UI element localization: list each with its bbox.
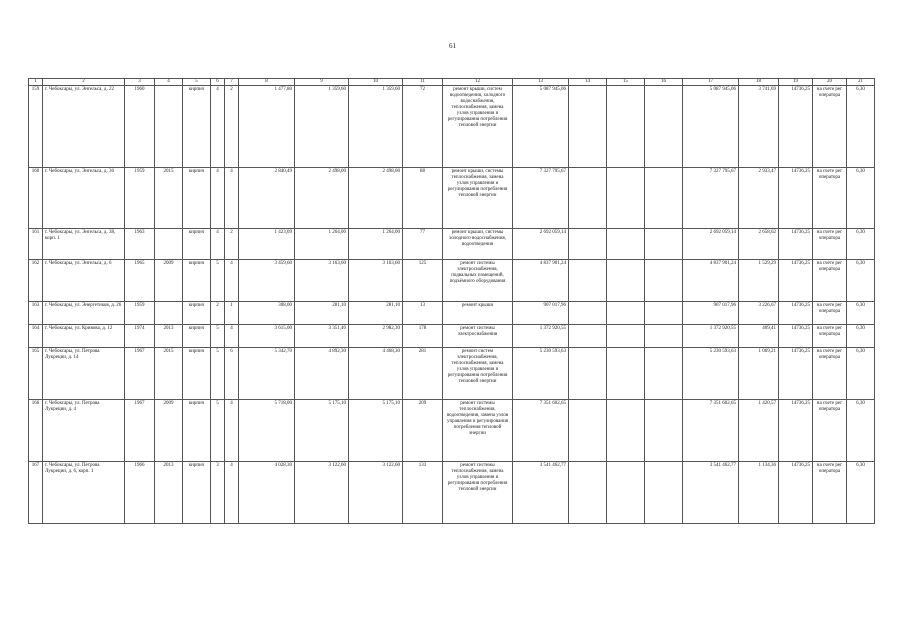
max-cost-cell: 14736,25 <box>779 302 813 325</box>
fund-method-cell: на счете рег оператора <box>813 302 847 325</box>
empty-cell <box>607 168 645 229</box>
year-built-cell: 1966 <box>125 462 155 524</box>
floors-cell: 3 <box>211 462 225 524</box>
year-built-cell: 1967 <box>125 400 155 462</box>
table-row <box>29 400 875 462</box>
year-repair-cell: 2013 <box>155 462 183 524</box>
residents-cell: 72 <box>403 86 443 168</box>
empty-cell <box>569 229 607 260</box>
empty-cell <box>645 462 683 524</box>
row-number-cell: 165 <box>29 348 43 400</box>
premises-area-cell: 5 175,10 <box>295 400 349 462</box>
address-cell: г. Чебоксары, ул. Петрова Лукреции, д. 14 <box>43 348 125 400</box>
empty-cell <box>607 400 645 462</box>
year-repair-cell: 2015 <box>155 348 183 400</box>
fund-method-cell: на счете рег оператора <box>813 229 847 260</box>
residents-cell: 88 <box>403 168 443 229</box>
residents-cell: 77 <box>403 229 443 260</box>
column-number-cell: 15 <box>607 79 645 86</box>
residents-cell: 178 <box>403 325 443 348</box>
residents-cell: 281 <box>403 348 443 400</box>
total-cost-cell: 7 351 602,65 <box>683 400 739 462</box>
table-row <box>29 260 875 302</box>
living-area-cell: 3 122,60 <box>349 462 403 524</box>
cost-cell: 7 351 602,65 <box>513 400 569 462</box>
unit-cost-cell: 2 933,47 <box>739 168 779 229</box>
rate-cell: 6,30 <box>847 302 875 325</box>
empty-cell <box>569 302 607 325</box>
floors-cell: 5 <box>211 400 225 462</box>
year-built-cell: 1960 <box>125 86 155 168</box>
unit-cost-cell: 1 529,29 <box>739 260 779 302</box>
cost-cell: 5 087 945,06 <box>513 86 569 168</box>
entrances-cell: 4 <box>225 462 239 524</box>
address-cell: г. Чебоксары, ул. Петрова Лукреции, д. 4 <box>43 400 125 462</box>
living-area-cell: 281,10 <box>349 302 403 325</box>
repair-program-table <box>28 78 875 524</box>
column-number-cell: 3 <box>125 79 155 86</box>
unit-cost-cell: 409,41 <box>739 325 779 348</box>
floors-cell: 4 <box>211 229 225 260</box>
row-number-cell: 159 <box>29 86 43 168</box>
row-number-cell: 166 <box>29 400 43 462</box>
living-area-cell: 2 982,30 <box>349 325 403 348</box>
fund-method-cell: на счете рег оператора <box>813 348 847 400</box>
max-cost-cell: 14736,25 <box>779 229 813 260</box>
empty-cell <box>645 325 683 348</box>
wall-material-cell: кирпич <box>183 86 211 168</box>
living-area-cell: 5 175,10 <box>349 400 403 462</box>
entrances-cell: 4 <box>225 400 239 462</box>
year-built-cell: 1974 <box>125 325 155 348</box>
column-number-cell: 11 <box>403 79 443 86</box>
empty-cell <box>607 86 645 168</box>
column-number-cell: 19 <box>779 79 813 86</box>
unit-cost-cell: 3 741,69 <box>739 86 779 168</box>
column-number-cell: 5 <box>183 79 211 86</box>
wall-material-cell: кирпич <box>183 462 211 524</box>
column-number-cell: 6 <box>211 79 225 86</box>
unit-cost-cell: 2 658,62 <box>739 229 779 260</box>
empty-cell <box>569 86 607 168</box>
unit-cost-cell: 1 134,36 <box>739 462 779 524</box>
entrances-cell: 1 <box>225 302 239 325</box>
total-cost-cell: 7 327 795,67 <box>683 168 739 229</box>
living-area-cell: 4 468,30 <box>349 348 403 400</box>
column-number-cell: 8 <box>239 79 295 86</box>
empty-cell <box>645 86 683 168</box>
total-cost-cell: 907 017,96 <box>683 302 739 325</box>
total-cost-cell: 5 087 945,06 <box>683 86 739 168</box>
living-area-cell: 1 359,60 <box>349 86 403 168</box>
address-cell: г. Чебоксары, ул. Энгельса, д. 36 <box>43 168 125 229</box>
empty-cell <box>607 302 645 325</box>
empty-cell <box>645 168 683 229</box>
wall-material-cell: кирпич <box>183 400 211 462</box>
table-row <box>29 168 875 229</box>
empty-cell <box>569 168 607 229</box>
floors-cell: 5 <box>211 348 225 400</box>
empty-cell <box>645 229 683 260</box>
year-built-cell: 1959 <box>125 302 155 325</box>
row-number-cell: 162 <box>29 260 43 302</box>
total-cost-cell: 2 692 059,14 <box>683 229 739 260</box>
table-body <box>29 79 875 524</box>
entrances-cell: 4 <box>225 260 239 302</box>
max-cost-cell: 14736,25 <box>779 325 813 348</box>
fund-method-cell: на счете рег оператора <box>813 168 847 229</box>
unit-cost-cell: 1 069,21 <box>739 348 779 400</box>
total-area-cell: 5 718,00 <box>239 400 295 462</box>
column-number-cell: 17 <box>683 79 739 86</box>
year-repair-cell <box>155 86 183 168</box>
cost-cell: 2 692 059,14 <box>513 229 569 260</box>
rate-cell: 6,30 <box>847 348 875 400</box>
page-number: 61 <box>449 42 456 50</box>
column-number-cell: 21 <box>847 79 875 86</box>
rate-cell: 6,30 <box>847 168 875 229</box>
max-cost-cell: 14736,25 <box>779 462 813 524</box>
column-number-cell: 20 <box>813 79 847 86</box>
cost-cell: 7 327 795,67 <box>513 168 569 229</box>
living-area-cell: 3 163,60 <box>349 260 403 302</box>
premises-area-cell: 1 264,00 <box>295 229 349 260</box>
empty-cell <box>569 400 607 462</box>
wall-material-cell: кирпич <box>183 302 211 325</box>
total-cost-cell: 5 230 593,63 <box>683 348 739 400</box>
residents-cell: 209 <box>403 400 443 462</box>
table-row <box>29 348 875 400</box>
premises-area-cell: 2 498,00 <box>295 168 349 229</box>
cost-cell: 4 837 901,24 <box>513 260 569 302</box>
rate-cell: 6,30 <box>847 86 875 168</box>
rate-cell: 6,30 <box>847 260 875 302</box>
total-cost-cell: 1 372 920,55 <box>683 325 739 348</box>
empty-cell <box>607 260 645 302</box>
entrances-cell: 4 <box>225 168 239 229</box>
total-area-cell: 5 342,70 <box>239 348 295 400</box>
unit-cost-cell: 1 420,57 <box>739 400 779 462</box>
row-number-cell: 167 <box>29 462 43 524</box>
max-cost-cell: 14736,25 <box>779 348 813 400</box>
works-cell: ремонт систем электроснабжения, теплоснабжения, замена узлов управления и регулирования потребления тепловой энергии <box>443 348 513 400</box>
entrances-cell: 4 <box>225 325 239 348</box>
table-row <box>29 462 875 524</box>
premises-area-cell: 1 359,60 <box>295 86 349 168</box>
column-number-cell: 16 <box>645 79 683 86</box>
fund-method-cell: на счете рег оператора <box>813 462 847 524</box>
year-repair-cell: 2015 <box>155 168 183 229</box>
total-area-cell: 3 615,00 <box>239 325 295 348</box>
residents-cell: 133 <box>403 462 443 524</box>
cost-cell: 3 541 462,77 <box>513 462 569 524</box>
empty-cell <box>607 229 645 260</box>
premises-area-cell: 281,10 <box>295 302 349 325</box>
residents-cell: 125 <box>403 260 443 302</box>
total-area-cell: 1 477,80 <box>239 86 295 168</box>
empty-cell <box>645 260 683 302</box>
wall-material-cell: кирпич <box>183 168 211 229</box>
total-cost-cell: 4 837 901,24 <box>683 260 739 302</box>
table-row <box>29 302 875 325</box>
empty-cell <box>569 260 607 302</box>
row-number-cell: 161 <box>29 229 43 260</box>
works-cell: ремонт крыши, системы теплоснабжения, замена узлов управления и регулирования потребления тепловой энергии <box>443 168 513 229</box>
column-number-cell: 1 <box>29 79 43 86</box>
premises-area-cell: 3 351,40 <box>295 325 349 348</box>
works-cell: ремонт системы электроснабжения <box>443 325 513 348</box>
column-number-cell: 18 <box>739 79 779 86</box>
column-number-cell: 14 <box>569 79 607 86</box>
column-number-cell: 7 <box>225 79 239 86</box>
total-area-cell: 1 423,09 <box>239 229 295 260</box>
total-area-cell: 2 840,49 <box>239 168 295 229</box>
floors-cell: 5 <box>211 260 225 302</box>
rate-cell: 6,30 <box>847 400 875 462</box>
row-number-cell: 160 <box>29 168 43 229</box>
entrances-cell: 6 <box>225 348 239 400</box>
column-number-cell: 10 <box>349 79 403 86</box>
residents-cell: 13 <box>403 302 443 325</box>
address-cell: г. Чебоксары, ул. Петрова Лукреции, д. 6, корп. 1 <box>43 462 125 524</box>
column-number-cell: 13 <box>513 79 569 86</box>
empty-cell <box>569 462 607 524</box>
year-repair-cell <box>155 302 183 325</box>
works-cell: ремонт крыши <box>443 302 513 325</box>
premises-area-cell: 4 892,30 <box>295 348 349 400</box>
column-number-cell: 9 <box>295 79 349 86</box>
address-cell: г. Чебоксары, ул. Кривова, д. 12 <box>43 325 125 348</box>
total-area-cell: 3 459,60 <box>239 260 295 302</box>
address-cell: г. Чебоксары, ул. Энгельса, д. 22 <box>43 86 125 168</box>
year-repair-cell <box>155 229 183 260</box>
column-number-cell: 4 <box>155 79 183 86</box>
living-area-cell: 2 498,00 <box>349 168 403 229</box>
wall-material-cell: кирпич <box>183 229 211 260</box>
max-cost-cell: 14736,25 <box>779 400 813 462</box>
works-cell: ремонт системы электроснабжения, подвальных помещений, подъёмного оборудования <box>443 260 513 302</box>
column-number-row <box>29 79 875 86</box>
year-built-cell: 1967 <box>125 348 155 400</box>
table-row <box>29 86 875 168</box>
fund-method-cell: на счете рег оператора <box>813 260 847 302</box>
empty-cell <box>645 400 683 462</box>
empty-cell <box>645 302 683 325</box>
premises-area-cell: 3 122,60 <box>295 462 349 524</box>
column-number-cell: 2 <box>43 79 125 86</box>
address-cell: г. Чебоксары, ул. Энергетиков, д. 26 <box>43 302 125 325</box>
max-cost-cell: 14736,25 <box>779 168 813 229</box>
address-cell: г. Чебоксары, ул. Энгельса, д. 38, корп. 1 <box>43 229 125 260</box>
table-row <box>29 325 875 348</box>
works-cell: ремонт системы теплоснабжения, водоотведения, замена узлов управления и регулирования потребления тепловой энергии <box>443 400 513 462</box>
empty-cell <box>607 325 645 348</box>
empty-cell <box>607 348 645 400</box>
rate-cell: 6,30 <box>847 325 875 348</box>
works-cell: ремонт системы теплоснабжения, замена узлов управления и регулирования потребления тепловой энергии <box>443 462 513 524</box>
fund-method-cell: на счете рег оператора <box>813 400 847 462</box>
year-built-cell: 1963 <box>125 229 155 260</box>
fund-method-cell: на счете рег оператора <box>813 325 847 348</box>
floors-cell: 4 <box>211 86 225 168</box>
wall-material-cell: кирпич <box>183 325 211 348</box>
empty-cell <box>569 325 607 348</box>
floors-cell: 4 <box>211 168 225 229</box>
year-built-cell: 1965 <box>125 260 155 302</box>
year-repair-cell: 2013 <box>155 325 183 348</box>
total-cost-cell: 3 541 462,77 <box>683 462 739 524</box>
row-number-cell: 164 <box>29 325 43 348</box>
cost-cell: 5 230 593,63 <box>513 348 569 400</box>
fund-method-cell: на счете рег оператора <box>813 86 847 168</box>
rate-cell: 6,30 <box>847 462 875 524</box>
address-cell: г. Чебоксары, ул. Энгельса, д. 6 <box>43 260 125 302</box>
cost-cell: 907 017,96 <box>513 302 569 325</box>
max-cost-cell: 14736,25 <box>779 86 813 168</box>
cost-cell: 1 372 920,55 <box>513 325 569 348</box>
table-row <box>29 229 875 260</box>
entrances-cell: 2 <box>225 86 239 168</box>
row-number-cell: 163 <box>29 302 43 325</box>
empty-cell <box>569 348 607 400</box>
premises-area-cell: 3 163,60 <box>295 260 349 302</box>
works-cell: ремонт крыши, системы холодного водоснабжения, водоотведения <box>443 229 513 260</box>
works-cell: ремонт крыши, систем водоотведения, холодного водоснабжения, теплоснабжения, замена узлов управления и регулирования потребления тепловой энергии <box>443 86 513 168</box>
living-area-cell: 1 264,00 <box>349 229 403 260</box>
year-repair-cell: 2009 <box>155 400 183 462</box>
year-built-cell: 1959 <box>125 168 155 229</box>
total-area-cell: 4 028,30 <box>239 462 295 524</box>
floors-cell: 2 <box>211 302 225 325</box>
year-repair-cell: 2009 <box>155 260 183 302</box>
entrances-cell: 2 <box>225 229 239 260</box>
total-area-cell: 308,00 <box>239 302 295 325</box>
column-number-cell: 12 <box>443 79 513 86</box>
floors-cell: 5 <box>211 325 225 348</box>
empty-cell <box>645 348 683 400</box>
max-cost-cell: 14736,25 <box>779 260 813 302</box>
unit-cost-cell: 3 226,67 <box>739 302 779 325</box>
wall-material-cell: кирпич <box>183 348 211 400</box>
wall-material-cell: кирпич <box>183 260 211 302</box>
empty-cell <box>607 462 645 524</box>
rate-cell: 6,30 <box>847 229 875 260</box>
